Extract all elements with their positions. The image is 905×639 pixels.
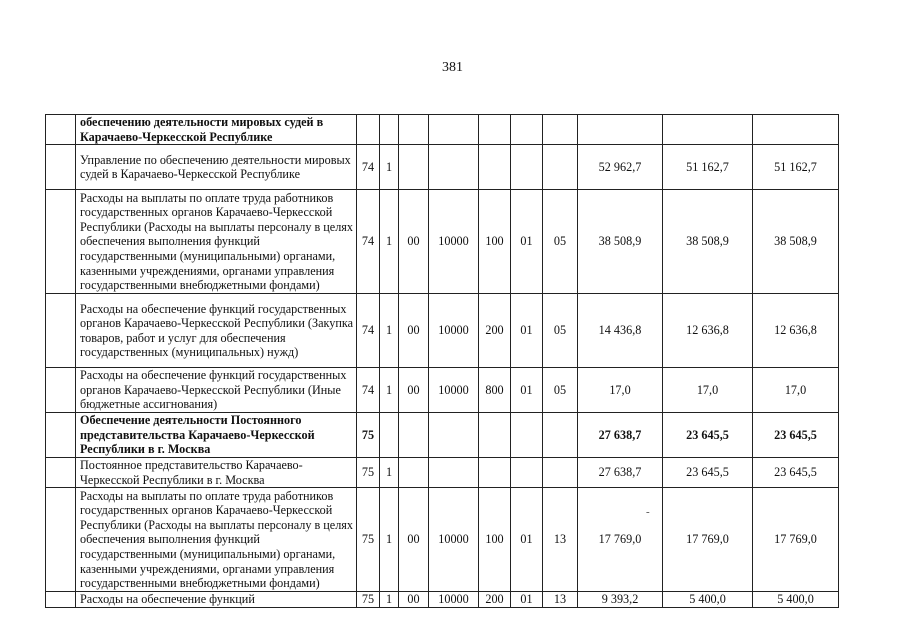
row-code-6 — [511, 145, 543, 190]
table-row — [46, 592, 839, 608]
row-blank-cell — [46, 145, 76, 190]
row-amount-1: 17 769,0 — [578, 488, 663, 592]
row-code-6: 01 — [511, 190, 543, 294]
row-code-2 — [380, 412, 399, 457]
row-code-6: 01 — [511, 368, 543, 413]
row-code-1: 74 — [357, 294, 380, 368]
row-amount-3: 38 508,9 — [753, 190, 839, 294]
stray-dash-mark: - — [646, 506, 650, 518]
row-code-3: 00 — [399, 592, 429, 608]
row-blank-cell — [46, 457, 76, 487]
row-code-4 — [429, 145, 479, 190]
row-code-2: 1 — [380, 294, 399, 368]
row-amount-2: 51 162,7 — [663, 145, 753, 190]
row-code-4: 10000 — [429, 294, 479, 368]
row-code-4 — [429, 457, 479, 487]
row-code-1 — [357, 115, 380, 145]
row-code-4: 10000 — [429, 368, 479, 413]
row-amount-3 — [753, 115, 839, 145]
row-code-1: 75 — [357, 488, 380, 592]
row-code-2: 1 — [380, 190, 399, 294]
row-code-4: 10000 — [429, 190, 479, 294]
table-row — [46, 190, 839, 294]
row-code-6: 01 — [511, 294, 543, 368]
row-description: Обеспечение деятельности Постоянного представительства Карачаево-Черкесской Республики в г. Москва — [76, 412, 357, 457]
row-amount-3: 5 400,0 — [753, 592, 839, 608]
row-code-7 — [543, 457, 578, 487]
row-amount-2: 17,0 — [663, 368, 753, 413]
row-code-3 — [399, 412, 429, 457]
row-amount-2: 12 636,8 — [663, 294, 753, 368]
row-code-7: 05 — [543, 294, 578, 368]
row-code-3 — [399, 457, 429, 487]
row-code-7: 13 — [543, 488, 578, 592]
row-amount-2 — [663, 115, 753, 145]
table-row — [46, 145, 839, 190]
row-code-3 — [399, 115, 429, 145]
row-code-5: 800 — [479, 368, 511, 413]
row-blank-cell — [46, 294, 76, 368]
row-description: Управление по обеспечению деятельности мировых судей в Карачаево-Черкесской Республике — [76, 145, 357, 190]
row-amount-2: 23 645,5 — [663, 457, 753, 487]
row-code-3: 00 — [399, 488, 429, 592]
row-code-4 — [429, 412, 479, 457]
row-description: Расходы на выплаты по оплате труда работников государственных органов Карачаево-Черкесской Республики (Расходы на выплаты персоналу в целях обеспечения выполнения функций государственными (муниципальными) органами, казенными учреждениями, органами управления государственными внебюджетными фондами) — [76, 190, 357, 294]
budget-table-body — [46, 115, 839, 608]
row-code-2: 1 — [380, 457, 399, 487]
row-code-1: 75 — [357, 592, 380, 608]
row-amount-3: 17 769,0 — [753, 488, 839, 592]
row-code-2: 1 — [380, 145, 399, 190]
row-description: Расходы на обеспечение функций — [76, 592, 357, 608]
row-blank-cell — [46, 115, 76, 145]
table-row — [46, 457, 839, 487]
row-code-1: 75 — [357, 457, 380, 487]
table-row — [46, 412, 839, 457]
row-amount-2: 5 400,0 — [663, 592, 753, 608]
row-code-5: 200 — [479, 592, 511, 608]
row-code-7: 05 — [543, 190, 578, 294]
row-code-5 — [479, 115, 511, 145]
row-code-5 — [479, 457, 511, 487]
row-code-4: 10000 — [429, 488, 479, 592]
row-code-4 — [429, 115, 479, 145]
page-number: 381 — [442, 60, 463, 75]
row-code-6 — [511, 412, 543, 457]
row-amount-2: 17 769,0 — [663, 488, 753, 592]
row-code-5 — [479, 412, 511, 457]
row-amount-1: 38 508,9 — [578, 190, 663, 294]
row-amount-1: 27 638,7 — [578, 412, 663, 457]
row-amount-2: 38 508,9 — [663, 190, 753, 294]
row-description: Постоянное представительство Карачаево-Черкесской Республики в г. Москва — [76, 457, 357, 487]
row-amount-1: 52 962,7 — [578, 145, 663, 190]
row-code-1: 74 — [357, 190, 380, 294]
row-code-3: 00 — [399, 190, 429, 294]
row-description: обеспечению деятельности мировых судей в Карачаево-Черкесской Республике — [76, 115, 357, 145]
row-blank-cell — [46, 412, 76, 457]
row-amount-1: 14 436,8 — [578, 294, 663, 368]
row-code-6: 01 — [511, 592, 543, 608]
row-description: Расходы на выплаты по оплате труда работников государственных органов Карачаево-Черкесской Республики (Расходы на выплаты персоналу в целях обеспечения выполнения функций государственными (муниципальными) органами, казенными учреждениями, органами управления государственными внебюджетными фондами) — [76, 488, 357, 592]
row-code-7 — [543, 115, 578, 145]
row-code-6: 01 — [511, 488, 543, 592]
row-description: Расходы на обеспечение функций государственных органов Карачаево-Черкесской Республики (Закупка товаров, работ и услуг для обеспечения государственных (муниципальных) нужд) — [76, 294, 357, 368]
table-row — [46, 115, 839, 145]
row-code-7 — [543, 412, 578, 457]
row-description: Расходы на обеспечение функций государственных органов Карачаево-Черкесской Республики (Иные бюджетные ассигнования) — [76, 368, 357, 413]
row-code-5: 100 — [479, 190, 511, 294]
row-code-2: 1 — [380, 488, 399, 592]
row-amount-1: 9 393,2 — [578, 592, 663, 608]
row-code-2: 1 — [380, 592, 399, 608]
row-blank-cell — [46, 190, 76, 294]
row-amount-2: 23 645,5 — [663, 412, 753, 457]
row-amount-3: 12 636,8 — [753, 294, 839, 368]
row-code-1: 74 — [357, 145, 380, 190]
row-amount-3: 17,0 — [753, 368, 839, 413]
row-code-7: 13 — [543, 592, 578, 608]
row-blank-cell — [46, 368, 76, 413]
row-amount-3: 51 162,7 — [753, 145, 839, 190]
table-row — [46, 368, 839, 413]
row-amount-1: 17,0 — [578, 368, 663, 413]
row-code-5: 100 — [479, 488, 511, 592]
row-code-3: 00 — [399, 368, 429, 413]
row-blank-cell — [46, 592, 76, 608]
row-code-6 — [511, 457, 543, 487]
row-amount-3: 23 645,5 — [753, 412, 839, 457]
row-code-6 — [511, 115, 543, 145]
row-code-2 — [380, 115, 399, 145]
row-code-7: 05 — [543, 368, 578, 413]
table-row — [46, 294, 839, 368]
row-code-4: 10000 — [429, 592, 479, 608]
table-row — [46, 488, 839, 592]
row-code-1: 74 — [357, 368, 380, 413]
row-code-1: 75 — [357, 412, 380, 457]
budget-table — [45, 114, 839, 608]
row-code-7 — [543, 145, 578, 190]
row-code-3 — [399, 145, 429, 190]
row-amount-3: 23 645,5 — [753, 457, 839, 487]
row-code-5 — [479, 145, 511, 190]
row-amount-1: 27 638,7 — [578, 457, 663, 487]
row-code-3: 00 — [399, 294, 429, 368]
row-amount-1 — [578, 115, 663, 145]
row-code-5: 200 — [479, 294, 511, 368]
row-code-2: 1 — [380, 368, 399, 413]
row-blank-cell — [46, 488, 76, 592]
